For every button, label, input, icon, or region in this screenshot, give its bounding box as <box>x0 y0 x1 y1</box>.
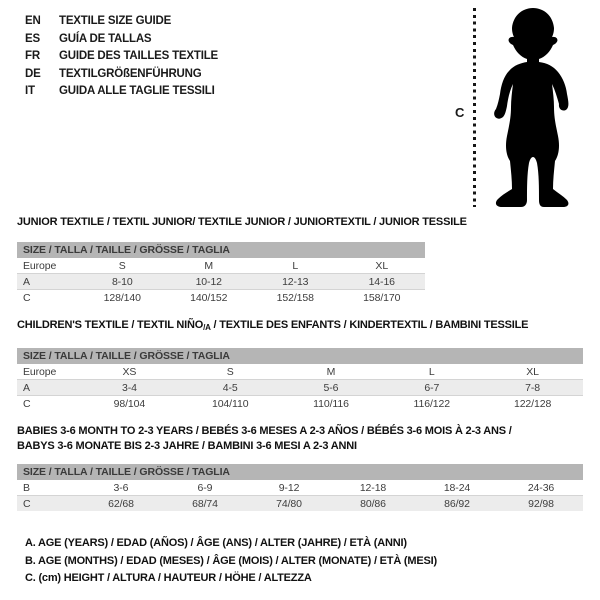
cell: 7-8 <box>482 380 583 396</box>
cell: S <box>226 365 234 378</box>
cell: 9-12 <box>278 481 300 494</box>
row-label: B <box>23 481 30 494</box>
cell: 80/86 <box>331 496 415 512</box>
size-header: SIZE / TALLA / TAILLE / GRÖSSE / TAGLIA <box>17 242 425 258</box>
lang-label: GUIDE DES TAILLES TEXTILE <box>59 50 218 62</box>
junior-textile-section <box>17 215 583 305</box>
lang-label: GUÍA DE TALLAS <box>59 32 152 45</box>
cell: 158/170 <box>339 290 426 306</box>
size-header: SIZE / TALLA / TAILLE / GRÖSSE / TAGLIA <box>17 348 583 364</box>
babies-textile-section <box>17 424 583 511</box>
cell: 6-7 <box>381 380 482 396</box>
title-part: CHILDREN'S TEXTILE / TEXTIL NIÑO <box>17 319 204 331</box>
cell: 18-24 <box>443 481 471 494</box>
table-row-height <box>17 396 583 412</box>
legend-line-age-years: A. AGE (YEARS) / EDAD (AÑOS) / ÂGE (ANS) / ALTER (JAHRE) / ETÀ (ANNI) <box>25 537 407 549</box>
row-label: Europe <box>23 259 57 272</box>
cell: 116/122 <box>381 396 482 412</box>
cell: 14-16 <box>339 274 426 290</box>
cell: 5-6 <box>281 380 382 396</box>
lang-row-fr <box>25 48 218 66</box>
cell: L <box>292 259 299 272</box>
row-label: C <box>17 396 79 412</box>
cell: 12-18 <box>359 481 387 494</box>
cell: 98/104 <box>79 396 180 412</box>
cell: XS <box>122 365 137 378</box>
legend <box>25 535 437 588</box>
cell: 92/98 <box>499 496 583 512</box>
cell: 10-12 <box>166 274 253 290</box>
cell: 86/92 <box>415 496 499 512</box>
cell: 74/80 <box>247 496 331 512</box>
cell: 24-36 <box>527 481 555 494</box>
table-row-age <box>17 380 583 396</box>
cell: L <box>428 365 435 378</box>
children-size-table <box>17 348 583 411</box>
cell: 4-5 <box>180 380 281 396</box>
lang-label: TEXTILGRÖßENFÜHRUNG <box>59 67 202 80</box>
cell: 152/158 <box>252 290 339 306</box>
size-header-row <box>17 348 583 364</box>
table-row-age <box>17 274 425 290</box>
cell: XL <box>375 259 389 272</box>
table-row-europe <box>17 364 583 380</box>
title-part: / TEXTILE DES ENFANTS / KINDERTEXTIL / BAMBINI TESSILE <box>210 319 529 331</box>
cell: 68/74 <box>163 496 247 512</box>
title-subscript: /A <box>203 323 211 332</box>
row-label: C <box>17 290 79 306</box>
height-measure-dashed-line <box>473 8 476 207</box>
row-label: A <box>17 380 79 396</box>
children-textile-section <box>17 318 583 411</box>
legend-line-height: C. (cm) HEIGHT / ALTURA / HAUTEUR / HÖHE / ALTEZZA <box>25 572 312 584</box>
children-table-title <box>17 318 583 335</box>
table-row-height <box>17 290 425 306</box>
cell: S <box>118 259 126 272</box>
lang-label: GUIDA ALLE TAGLIE TESSILI <box>59 85 215 97</box>
row-label: Europe <box>23 365 57 378</box>
row-label: C <box>17 496 79 512</box>
table-row-height <box>17 496 583 512</box>
junior-table-title: JUNIOR TEXTILE / TEXTIL JUNIOR/ TEXTILE JUNIOR / JUNIORTEXTIL / JUNIOR TESSILE <box>17 216 467 228</box>
size-header-row <box>17 464 583 480</box>
cell: 110/116 <box>281 396 382 412</box>
cell: 8-10 <box>79 274 166 290</box>
babies-size-table <box>17 464 583 511</box>
lang-code: FR <box>25 50 40 62</box>
lang-row-it <box>25 83 218 101</box>
cell: 122/128 <box>482 396 583 412</box>
toddler-silhouette-icon <box>481 6 585 208</box>
cell: 12-13 <box>252 274 339 290</box>
babies-table-title-line1: BABIES 3-6 MONTH TO 2-3 YEARS / BEBÉS 3-6 MESES A 2-3 AÑOS / BÉBÉS 3-6 MOIS À 2-3 ANS / <box>17 425 512 437</box>
lang-code: IT <box>25 85 35 97</box>
lang-row-en <box>25 13 218 31</box>
table-row-months <box>17 480 583 496</box>
lang-row-de <box>25 66 218 84</box>
cell: 140/152 <box>166 290 253 306</box>
cell: 3-4 <box>79 380 180 396</box>
cell: 6-9 <box>197 481 213 494</box>
row-label: A <box>17 274 79 290</box>
lang-code: DE <box>25 67 41 80</box>
lang-code: ES <box>25 32 40 45</box>
lang-code: EN <box>25 15 41 27</box>
table-row-europe <box>17 258 425 274</box>
babies-table-title-line2: BABYS 3-6 MONATE BIS 2-3 JAHRE / BAMBINI 3-6 MESI A 2-3 ANNI <box>17 440 357 452</box>
cell: 3-6 <box>113 481 129 494</box>
legend-line-age-months: B. AGE (MONTHS) / EDAD (MESES) / ÂGE (MOIS) / ALTER (MONATE) / ETÀ (MESI) <box>25 554 437 567</box>
cell: 128/140 <box>79 290 166 306</box>
cell: 62/68 <box>79 496 163 512</box>
cell: M <box>326 365 336 378</box>
cell: M <box>204 259 214 272</box>
language-list <box>25 13 218 101</box>
cell: XL <box>526 365 539 378</box>
lang-row-es <box>25 31 218 49</box>
lang-label: TEXTILE SIZE GUIDE <box>59 15 172 27</box>
cell: 104/110 <box>180 396 281 412</box>
height-measure-label: C <box>455 105 465 120</box>
size-header-row <box>17 242 425 258</box>
junior-size-table <box>17 242 425 305</box>
size-header: SIZE / TALLA / TAILLE / GRÖSSE / TAGLIA <box>17 464 583 480</box>
